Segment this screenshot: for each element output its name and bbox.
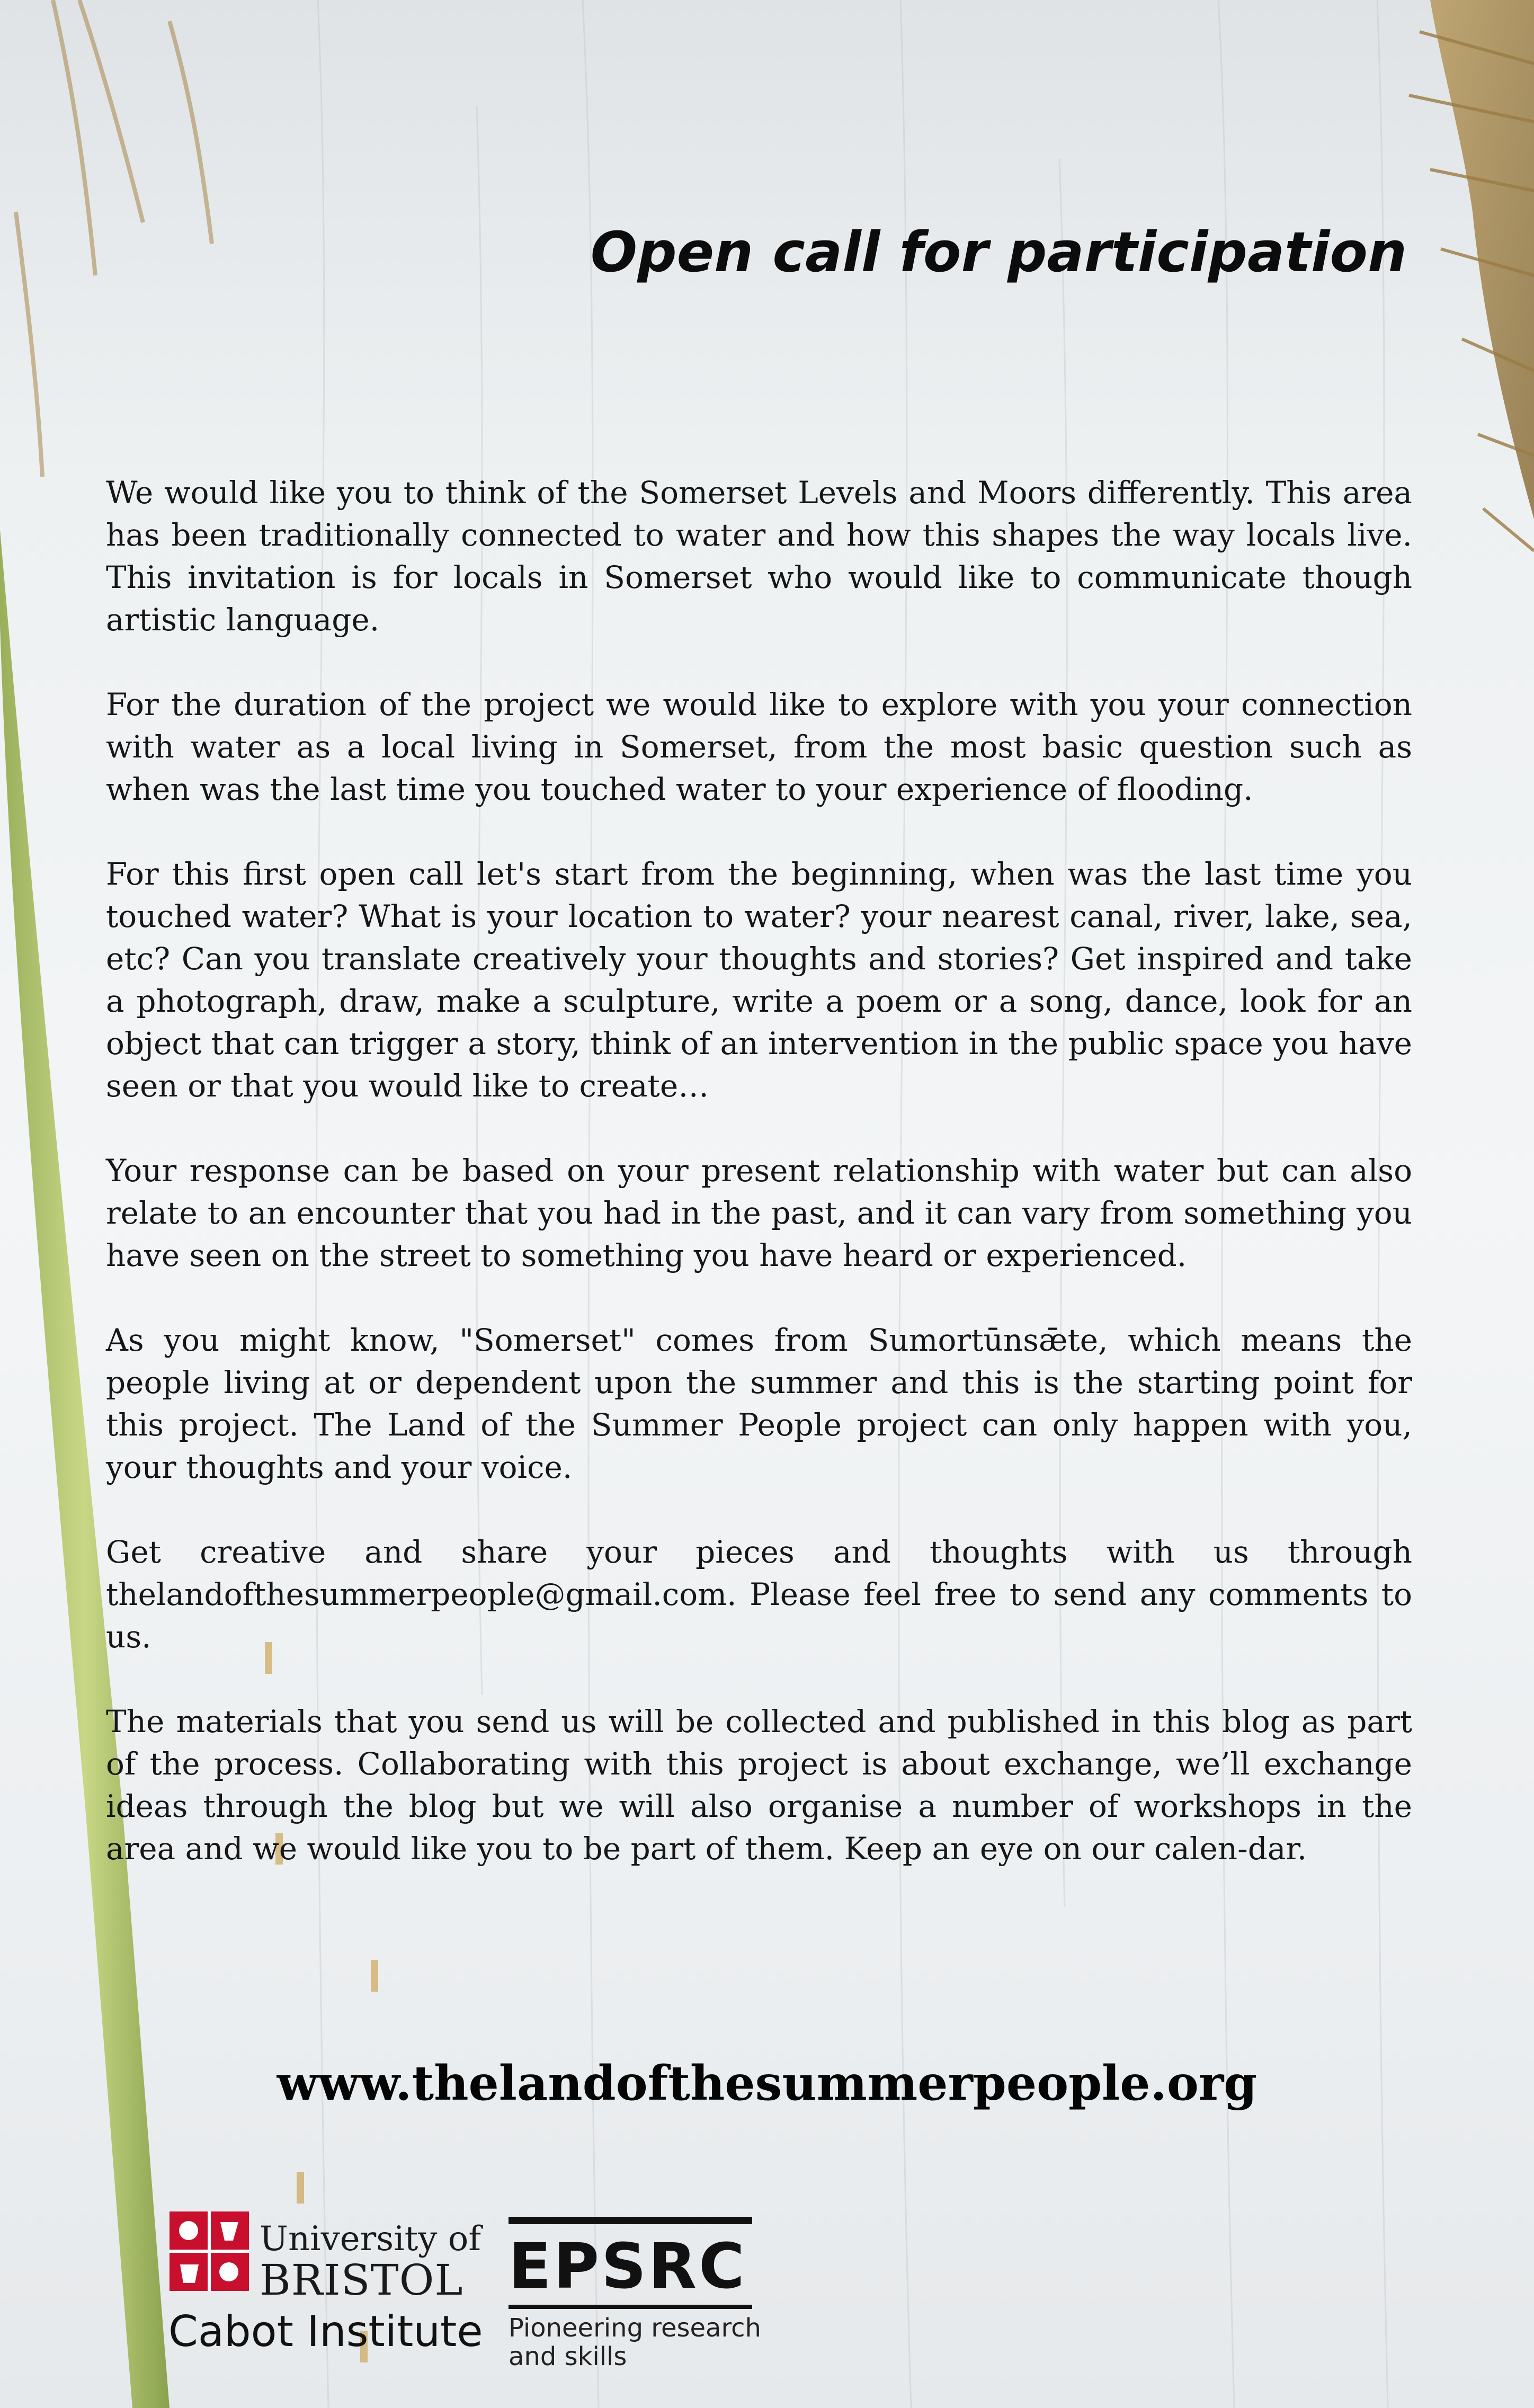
epsrc-tagline-line1: Pioneering research	[509, 2313, 761, 2343]
reeds-left	[16, 0, 212, 477]
body-text	[106, 471, 1412, 1912]
cabot-institute-label: Cabot Institute	[168, 2307, 483, 2356]
epsrc-wordmark: EPSRC	[509, 2229, 747, 2303]
website-url[interactable]: www.thelandofthesummerpeople.org	[277, 2055, 1257, 2111]
university-of-label: University of	[260, 2219, 481, 2259]
paragraph: As you might know, "Somerset" comes from Sumortūnsǣte, which means the people living at or dependent upon the summer and this is the starting point for this project. The Land of the Summer People project can only happen with you, your thoughts and your voice.	[106, 1322, 1412, 1485]
paragraph: We would like you to think of the Somerset Levels and Moors differently. This area has been traditionally connected to water and how this shapes the way locals live. This invitation is for locals in Somerset who would like to communicate though artistic language.	[106, 475, 1412, 638]
paragraph: For the duration of the project we would like to explore with you your connection with water as a local living in Somerset, from the most basic question such as when was the last time you touched water to your experience of flooding.	[106, 686, 1412, 807]
epsrc-logo	[509, 2217, 761, 2376]
paragraph: The materials that you send us will be collected and published in this blog as part of the process. Collaborating with this project is about exchange, we’ll exchange ideas through the blog but we will also organise a number of workshops in the area and we would like you to be part of them. Keep an eye on our calen-dar.	[106, 1704, 1412, 1867]
epsrc-top-rule	[509, 2217, 752, 2224]
paragraph: For this first open call let's start from the beginning, when was the last time you touched water? What is your location to water? your nearest canal, river, lake, sea, etc? Can you translate creatively your thoughts and stories? Get inspired and take a photograph, draw, make a sculpture, write a poem or a song, dance, look for an object that can trigger a story, think of an intervention in the public space you have seen or that you would like to create…	[106, 856, 1412, 1104]
epsrc-tagline-line2: and skills	[509, 2342, 627, 2371]
bristol-label: BRISTOL	[260, 2255, 463, 2305]
bristol-crest-icon	[170, 2211, 249, 2291]
university-of-bristol-logo	[159, 2198, 487, 2373]
page-title: Open call for participation	[590, 220, 1407, 284]
paragraph: Your response can be based on your present relationship with water but can also relate to an encounter that you had in the past, and it can vary from something you have seen on the street to something you have heard or experienced.	[106, 1153, 1412, 1273]
paragraph: Get creative and share your pieces and thoughts with us through thelandofthesummerpeople@gmail.com. Please feel free to send any comments to us.	[106, 1534, 1412, 1655]
epsrc-mid-rule	[509, 2305, 752, 2309]
